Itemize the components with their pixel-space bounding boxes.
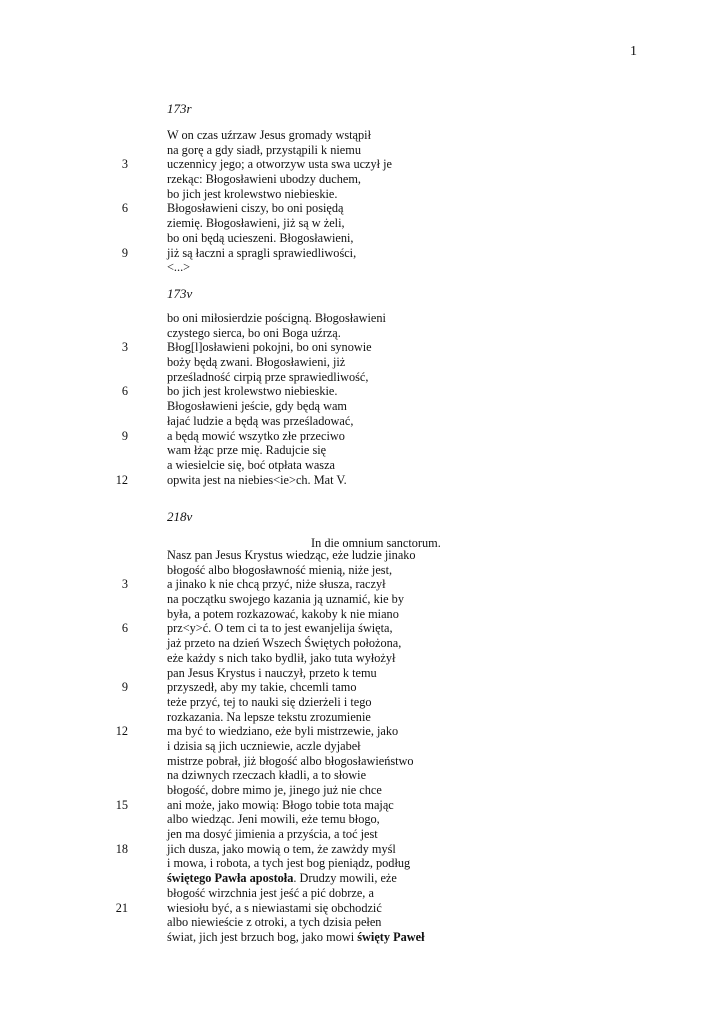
line-text-plain: na dziwnych rzeczach kładli, a to słowie [167,768,367,783]
line-text-plain: ziemię. Błogosławieni, jiż są w żeli, [167,216,345,231]
line-text-plain: Błogosławieni ciszy, bo oni posiędą [167,201,344,216]
line-text [167,548,416,563]
folio-173v: 173v [167,286,193,301]
text-line [0,355,724,370]
text-line [0,856,724,871]
line-number: 9 [121,428,128,443]
text-line [0,157,724,172]
line-number: 6 [121,384,128,399]
line-text-plain: rzekąc: Błogosławieni ubodzy duchem, [167,172,361,187]
line-text [167,607,399,622]
line-text-plain: jaż przeto na dzień Wszech Świętych położona, [167,636,402,651]
section-heading: In die omnium sanctorum. [311,536,441,550]
line-text-plain: przyszedł, aby my takie, chcemli tamo [167,680,357,695]
line-text-plain: była, a potem rozkazować, kakoby k nie miano [167,606,399,621]
line-text [167,901,382,916]
text-line [0,710,724,725]
text-line [0,871,724,886]
line-number: 6 [121,621,128,636]
line-text [167,458,335,473]
line-text-plain: świat, jich jest brzuch bog, jako mowi [167,929,358,944]
line-text [167,930,425,945]
text-line [0,812,724,827]
text-line [0,311,724,326]
line-text-plain: a jinako k nie chcą przyć, niże słusza, raczył [167,577,386,592]
text-line [0,429,724,444]
text-line [0,187,724,202]
line-text-plain: uczennicy jego; a otworzyw usta swa uczył je [167,157,393,172]
text-line [0,128,724,143]
line-number: 3 [121,577,128,592]
folio-173r: 173r [167,101,192,116]
line-text-plain: pan Jesus Krystus i nauczył, przeto k temu [167,665,377,680]
line-text-plain: <...> [167,260,191,275]
text-line [0,680,724,695]
line-text [167,710,371,725]
text-line [0,724,724,739]
line-text-bold: świętego Pawła apostoła [167,871,294,886]
text-line [0,901,724,916]
line-text [167,399,347,414]
line-number: 12 [115,724,128,739]
line-text [167,355,345,370]
line-number: 15 [115,797,128,812]
line-text-plain: rozkazania. Na lepsze tekstu zrozumienie [167,709,371,724]
page-number: 1 [630,44,637,59]
line-text-plain: opwita jest na niebies<ie>ch. Mat V. [167,472,347,487]
line-text-plain: jen ma dosyć jimienia a przyścia, a toć jest [167,827,378,842]
line-text [167,370,368,385]
line-text-plain: wam łżąc prze mię. Radujcie się [167,443,327,458]
line-text-plain: błogość wirzchnia jest jeść a pić dobrze, a [167,885,374,900]
text-line [0,577,724,592]
line-text [167,856,410,871]
text-line [0,768,724,783]
text-line [0,246,724,261]
line-text-plain: wiesiołu być, a s niewiastami się obchodzić [167,900,382,915]
line-text [167,231,353,246]
line-text-plain: błogość, dobre mimo je, jinego już nie chce [167,783,382,797]
line-number: 3 [121,340,128,355]
text-line [0,783,724,798]
text-line [0,651,724,666]
line-text [167,695,372,710]
line-text-plain: bo oni będą ucieszeni. Błogosławieni, [167,230,354,245]
text-line [0,216,724,231]
line-text-plain: boży będą zwani. Błogosławieni, jiż [167,355,346,370]
line-text-plain: Nasz pan Jesus Krystus wiedząc, eże ludzie jinako [167,548,416,562]
section-173r [0,128,724,275]
line-text [167,340,372,355]
line-text [167,414,353,429]
line-text [167,680,357,695]
line-text-plain: prześladność cirpią prze sprawiedliwość, [167,369,369,384]
line-text-plain: i mowa, i robota, a tych jest bog pieniądz, podług [167,856,411,871]
line-text [167,666,377,681]
line-text-bold: święty Paweł [357,929,425,944]
text-line [0,143,724,158]
line-text-plain: i dzisia są jich uczniewie, aczle dyjabeł [167,738,361,753]
line-text-plain: prz<y>ć. O tem ci ta to jest ewanjelija święta, [167,621,393,636]
line-number: 18 [115,841,128,856]
text-line [0,231,724,246]
text-line [0,666,724,681]
line-text [167,886,374,901]
line-text [167,429,345,444]
line-text-plain: mistrze pobrał, jiż błogość albo błogosławieństwo [167,753,414,768]
line-number: 9 [121,245,128,260]
text-line [0,563,724,578]
folio-218v: 218v [167,509,193,524]
text-line [0,260,724,275]
line-text [167,128,371,143]
line-text [167,260,190,275]
line-text-plain: eże każdy s nich tako bydlił, jako tuta wyłożył [167,650,396,665]
line-text [167,621,393,636]
line-text [167,739,361,754]
text-line [0,399,724,414]
text-line [0,827,724,842]
text-line [0,340,724,355]
text-line [0,636,724,651]
line-text [167,842,396,857]
line-text-plain: na gorę a gdy siadł, przystąpili k niemu [167,142,361,157]
line-number: 21 [115,900,128,915]
line-text-plain: a wiesielcie się, boć otpłata wasza [167,457,335,472]
line-text [167,157,392,172]
text-line [0,886,724,901]
line-text [167,473,347,488]
line-text-plain: czystego sierca, bo oni Boga uźrzą. [167,325,341,340]
line-text-plain: W on czas uźrzaw Jesus gromady wstąpił [167,128,371,142]
text-line [0,384,724,399]
text-line [0,370,724,385]
line-text-plain: albo niewieście z otroki, a tych dzisia pełen [167,915,382,930]
line-text-plain: na początku swojego kazania ją uznamić, kie by [167,592,404,607]
text-line [0,592,724,607]
section-218v [0,548,724,945]
line-text-plain: teże przyć, tej to nauki się dzierżeli i tego [167,694,372,709]
text-line [0,930,724,945]
text-line [0,915,724,930]
line-text [167,915,381,930]
line-text [167,592,404,607]
line-text-plain: bo jich jest krolewstwo niebieskie. [167,186,338,201]
text-line [0,739,724,754]
line-text [167,651,395,666]
line-text [167,143,361,158]
line-number: 9 [121,680,128,695]
line-text [167,798,394,813]
text-line [0,473,724,488]
line-text [167,311,386,326]
section-173v [0,311,724,487]
line-text-plain: albo wiedząc. Jeni mowili, eże temu błogo, [167,812,380,827]
line-text [167,724,398,739]
line-text-plain: Błogosławieni jeście, gdy będą wam [167,399,347,414]
line-text-plain: bo jich jest krolewstwo niebieskie. [167,384,338,399]
text-line [0,443,724,458]
text-line [0,621,724,636]
text-line [0,326,724,341]
line-text-after: . Drudzy mowili, eże [293,871,397,886]
line-text-plain: Błog[l]osławieni pokojni, bo oni synowie [167,340,372,355]
line-text-plain: a będą mowić wszytko złe przeciwo [167,428,345,443]
line-text [167,871,397,886]
text-line [0,414,724,429]
text-line [0,798,724,813]
line-text [167,827,378,842]
line-text [167,201,343,216]
line-text [167,443,326,458]
text-line [0,842,724,857]
text-line [0,458,724,473]
line-text-plain: ani może, jako mowią: Błogo tobie tota mając [167,797,394,812]
line-text [167,246,356,261]
line-text [167,783,382,798]
line-text [167,563,392,578]
text-line [0,754,724,769]
line-text-plain: ma być to wiedziano, eże byli mistrzewie, jako [167,724,399,739]
line-text [167,326,341,341]
line-text [167,187,337,202]
line-text-plain: jich dusza, jako mowią o tem, że zawżdy myśl [167,841,396,856]
text-line [0,201,724,216]
line-text [167,384,337,399]
text-line [0,172,724,187]
text-line [0,695,724,710]
line-text [167,754,414,769]
line-text-plain: błogość albo błogosławność mienią, niże jest, [167,562,393,577]
line-number: 3 [121,157,128,172]
line-text-plain: jiż są łaczni a spragli sprawiedliwości, [167,245,357,260]
line-text [167,768,366,783]
line-text-plain: bo oni miłosierdzie pościgną. Błogosławieni [167,311,386,325]
line-text [167,577,386,592]
text-line [0,548,724,563]
line-text [167,636,401,651]
line-number: 6 [121,201,128,216]
text-line [0,607,724,622]
line-text-plain: łajać ludzie a będą was prześladować, [167,413,354,428]
line-number: 12 [115,472,128,487]
line-text [167,812,380,827]
line-text [167,216,345,231]
line-text [167,172,361,187]
